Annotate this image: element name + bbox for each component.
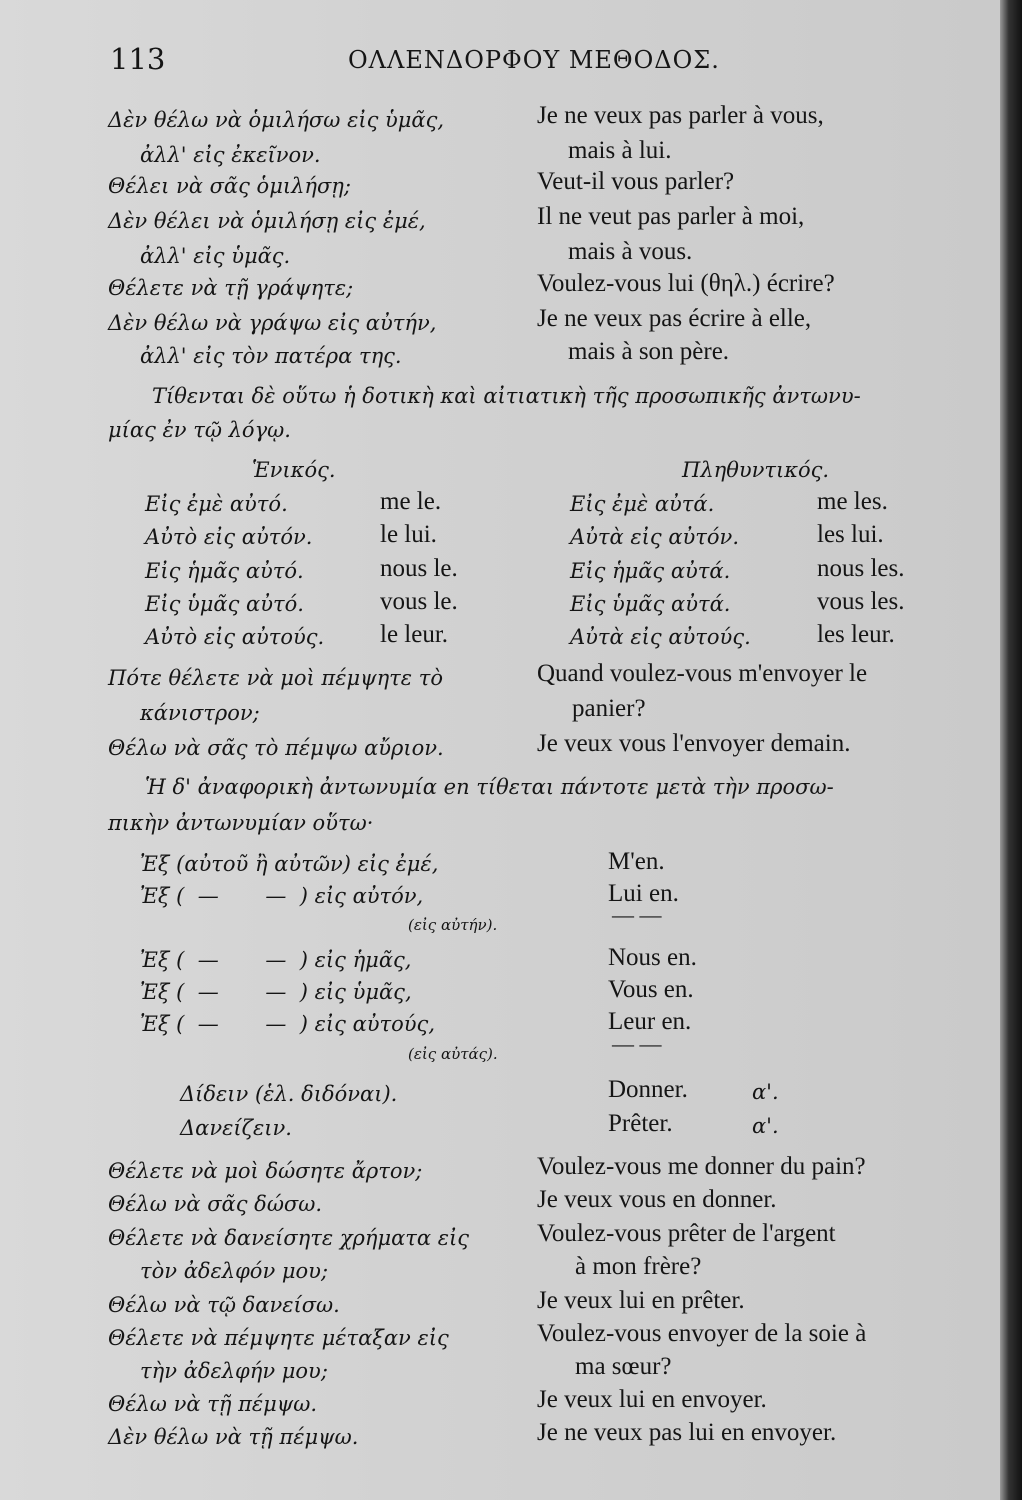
plural-greek: Εἰς ἡμᾶς αὐτά.	[570, 559, 731, 583]
french-translation: Je ne veux pas lui en envoyer.	[537, 1419, 837, 1446]
french-translation: mais à lui.	[568, 137, 672, 164]
paragraph-line: μίας ἐν τῷ λόγῳ.	[108, 418, 291, 442]
plural-greek: Εἰς ἐμὲ αὐτά.	[570, 492, 715, 516]
french-translation: ma sœur?	[575, 1353, 672, 1380]
vocab-greek: Δίδειν (ἑλ. διδόναι).	[180, 1082, 398, 1106]
greek-sentence: ἀλλ' εἰς ἐκεῖνον.	[140, 143, 321, 167]
paragraph-line: Τίθενται δὲ οὕτω ἡ δοτικὴ καὶ αἰτιατικὴ τῆς προσωπικῆς ἀντωνυ-	[152, 384, 861, 408]
french-phrase: M'en.	[608, 848, 665, 875]
greek-variant: (εἰς αὐτήν).	[408, 916, 498, 934]
french-translation: mais à vous.	[568, 238, 693, 265]
french-translation: Je ne veux pas écrire à elle,	[537, 305, 812, 332]
french-phrase: Leur en.	[608, 1008, 692, 1035]
singular-greek: Εἰς ὑμᾶς αὐτό.	[145, 592, 304, 616]
vocab-mark: α'.	[752, 1114, 779, 1138]
singular-french: le leur.	[380, 621, 449, 648]
greek-variant: (εἰς αὐτάς).	[408, 1045, 498, 1063]
plural-french: les leur.	[817, 621, 895, 648]
plural-french: nous les.	[817, 555, 905, 582]
singular-french: le lui.	[380, 521, 437, 548]
paragraph-line: πικὴν ἀντωνυμίαν οὕτω·	[108, 811, 374, 835]
french-dash: — —	[612, 902, 662, 927]
greek-sentence: Θέλω νὰ τῇ πέμψω.	[108, 1392, 318, 1416]
french-translation: Il ne veut pas parler à moi,	[537, 203, 805, 230]
greek-sentence: Δὲν θέλω νὰ τῇ πέμψω.	[108, 1425, 359, 1449]
vocab-greek: Δανείζειν.	[180, 1116, 292, 1140]
greek-phrase: Ἐξ ( — — ) εἰς αὐτόν,	[140, 884, 424, 908]
french-dash: — —	[612, 1031, 662, 1056]
french-translation: Voulez-vous envoyer de la soie à	[537, 1320, 867, 1347]
greek-phrase: Ἐξ ( — — ) εἰς ἡμᾶς,	[140, 948, 412, 972]
singular-greek: Αὐτὸ εἰς αὐτούς.	[145, 625, 325, 649]
french-phrase: Vous en.	[608, 976, 694, 1003]
singular-french: vous le.	[380, 588, 458, 615]
singular-greek: Εἰς ἐμὲ αὐτό.	[145, 492, 288, 516]
paragraph-line: Ἡ δ' ἀναφορικὴ ἀντωνυμία en τίθεται πάντοτε μετὰ τὴν προσω-	[145, 775, 834, 799]
french-translation: à mon frère?	[575, 1253, 702, 1280]
greek-sentence: κάνιστρον;	[140, 701, 260, 725]
plural-french: les lui.	[817, 521, 884, 548]
greek-sentence: Δὲν θέλω νὰ γράψω εἰς αὐτήν,	[108, 311, 437, 335]
singular-french: nous le.	[380, 555, 458, 582]
greek-sentence: Θέλω νὰ τῷ δανείσω.	[108, 1293, 340, 1317]
vocab-french: Donner.	[608, 1076, 688, 1103]
vocab-mark: α'.	[752, 1080, 779, 1104]
greek-sentence: ἀλλ' εἰς τὸν πατέρα της.	[140, 344, 402, 368]
greek-sentence: Δὲν θέλω νὰ ὁμιλήσω εἰς ὑμᾶς,	[108, 108, 445, 132]
greek-phrase: Ἐξ ( — — ) εἰς ὑμᾶς,	[140, 980, 412, 1004]
french-translation: Je veux lui en envoyer.	[537, 1386, 767, 1413]
french-translation: Voulez-vous me donner du pain?	[537, 1153, 866, 1180]
french-translation: Je veux vous en donner.	[537, 1186, 777, 1213]
plural-greek: Εἰς ὑμᾶς αὐτά.	[570, 592, 731, 616]
greek-sentence: τὸν ἀδελφόν μου;	[140, 1259, 329, 1283]
greek-sentence: Θέλει νὰ σᾶς ὁμιλήσῃ;	[108, 174, 351, 198]
greek-phrase: Ἐξ (αὐτοῦ ἢ αὐτῶν) εἰς ἐμέ,	[140, 852, 439, 876]
french-translation: Veut-il vous parler?	[537, 168, 735, 195]
french-translation: Voulez-vous prêter de l'argent	[537, 1220, 836, 1247]
greek-sentence: τὴν ἀδελφήν μου;	[140, 1359, 328, 1383]
greek-sentence: ἀλλ' εἰς ὑμᾶς.	[140, 244, 291, 268]
page-header	[110, 42, 970, 82]
singular-greek: Εἰς ἡμᾶς αὐτό.	[145, 559, 304, 583]
greek-sentence: Πότε θέλετε νὰ μοὶ πέμψητε τὸ	[108, 666, 443, 690]
plural-greek: Αὐτὰ εἰς αὐτόν.	[570, 525, 739, 549]
plural-heading: Πληθυντικός.	[682, 458, 830, 482]
greek-sentence: Θέλετε νὰ δανείσητε χρήματα εἰς	[108, 1226, 470, 1250]
singular-french: me le.	[380, 488, 442, 515]
greek-sentence: Θέλω νὰ σᾶς τὸ πέμψω αὔριον.	[108, 736, 444, 760]
plural-french: vous les.	[817, 588, 905, 615]
plural-french: me les.	[817, 488, 888, 515]
singular-greek: Αὐτὸ εἰς αὐτόν.	[145, 525, 313, 549]
french-translation: Je veux vous l'envoyer demain.	[537, 730, 851, 757]
greek-sentence: Θέλω νὰ σᾶς δώσω.	[108, 1192, 323, 1216]
french-translation: Je ne veux pas parler à vous,	[537, 102, 824, 129]
page-number: 113	[110, 42, 166, 76]
french-translation: mais à son père.	[568, 338, 730, 365]
greek-sentence: Θέλετε νὰ πέμψητε μέταξαν εἰς	[108, 1326, 449, 1350]
french-translation: panier?	[572, 695, 646, 722]
singular-heading: Ἑνικός.	[252, 458, 336, 482]
greek-phrase: Ἐξ ( — — ) εἰς αὐτούς,	[140, 1012, 435, 1036]
greek-sentence: Δὲν θέλει νὰ ὁμιλήσῃ εἰς ἐμέ,	[108, 209, 426, 233]
french-phrase: Lui en.	[608, 880, 679, 907]
running-title: ΟΛΛΕΝΔΟΡΦΟΥ ΜΕΘΟΔΟΣ.	[348, 46, 720, 74]
french-phrase: Nous en.	[608, 944, 697, 971]
plural-greek: Αὐτὰ εἰς αὐτούς.	[570, 625, 751, 649]
vocab-french: Prêter.	[608, 1110, 673, 1137]
french-translation: Voulez-vous lui (θηλ.) écrire?	[537, 270, 835, 297]
french-translation: Quand voulez-vous m'envoyer le	[537, 660, 868, 687]
greek-sentence: Θέλετε νὰ τῇ γράψητε;	[108, 276, 354, 300]
greek-sentence: Θέλετε νὰ μοὶ δώσητε ἄρτον;	[108, 1159, 423, 1183]
book-spine-edge	[1000, 0, 1022, 1500]
french-translation: Je veux lui en prêter.	[537, 1287, 745, 1314]
